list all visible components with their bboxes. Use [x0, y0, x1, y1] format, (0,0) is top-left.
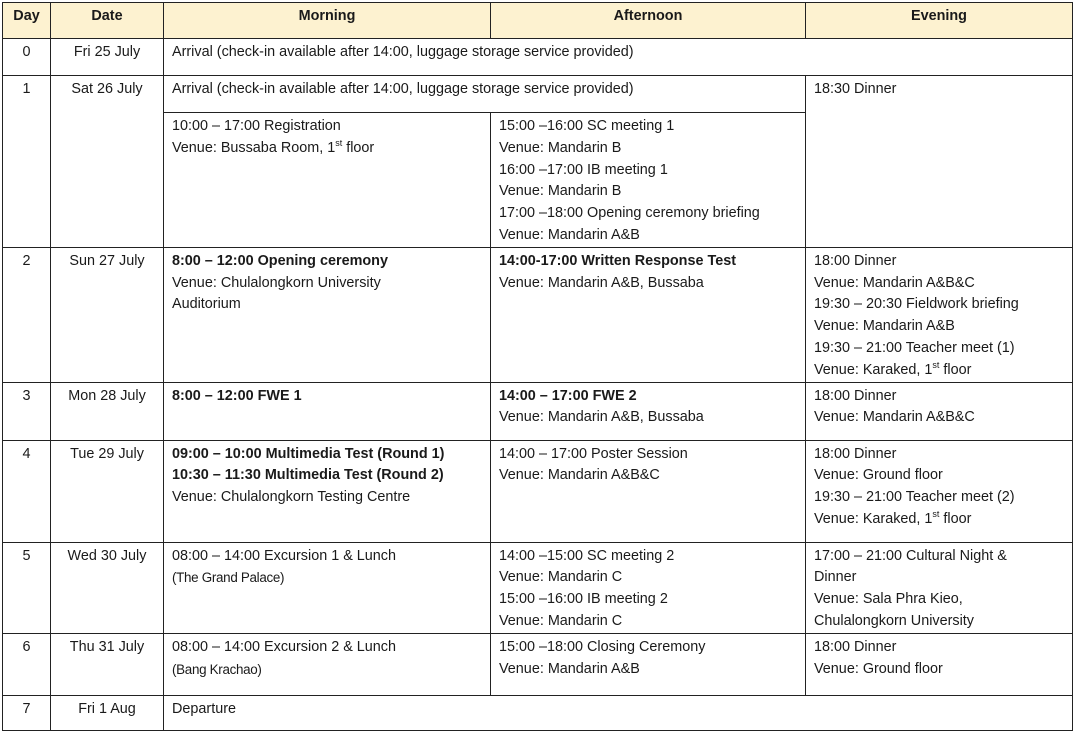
evening-cell: 18:30 Dinner: [806, 76, 1073, 248]
day-cell: 3: [3, 382, 51, 440]
header-day: Day: [3, 3, 51, 39]
day-cell: 2: [3, 247, 51, 382]
date-cell: Thu 31 July: [51, 633, 164, 695]
table-row: [3, 633, 1073, 695]
table-row: [3, 440, 1073, 542]
day-cell: 1: [3, 76, 51, 248]
afternoon-cell: 15:00 –18:00 Closing Ceremony Venue: Mandarin A&B: [491, 633, 806, 695]
schedule-table: [2, 2, 1073, 731]
table-row: [3, 542, 1073, 633]
morning-cell: 08:00 – 14:00 Excursion 2 & Lunch (Bang Krachao): [164, 633, 491, 695]
arrival-cell: Arrival (check-in available after 14:00, luggage storage service provided): [164, 76, 806, 113]
arrival-cell: Arrival (check-in available after 14:00, luggage storage service provided): [164, 39, 1073, 76]
afternoon-cell: 15:00 –16:00 SC meeting 1 Venue: Mandarin B 16:00 –17:00 IB meeting 1 Venue: Mandarin B 17:00 –18:00 Opening ceremony briefing Venue: Mandarin A&B: [491, 113, 806, 248]
header-row: [3, 3, 1073, 39]
evening-cell: 18:00 Dinner Venue: Mandarin A&B&C: [806, 382, 1073, 440]
table-row: [3, 39, 1073, 76]
morning-cell: 8:00 – 12:00 Opening ceremony Venue: Chulalongkorn University Auditorium: [164, 247, 491, 382]
day-cell: 7: [3, 695, 51, 730]
day-cell: 6: [3, 633, 51, 695]
table-row: [3, 76, 1073, 113]
morning-cell: 08:00 – 14:00 Excursion 1 & Lunch (The Grand Palace): [164, 542, 491, 633]
day-cell: 4: [3, 440, 51, 542]
day-cell: 0: [3, 39, 51, 76]
table-row: [3, 695, 1073, 730]
afternoon-cell: 14:00 –15:00 SC meeting 2 Venue: Mandarin C 15:00 –16:00 IB meeting 2 Venue: Mandarin C: [491, 542, 806, 633]
evening-cell: 18:00 Dinner Venue: Ground floor 19:30 – 21:00 Teacher meet (2) Venue: Karaked, 1st floor: [806, 440, 1073, 542]
date-cell: Wed 30 July: [51, 542, 164, 633]
evening-cell: 17:00 – 21:00 Cultural Night & Dinner Venue: Sala Phra Kieo, Chulalongkorn University: [806, 542, 1073, 633]
afternoon-cell: 14:00-17:00 Written Response Test Venue: Mandarin A&B, Bussaba: [491, 247, 806, 382]
date-cell: Tue 29 July: [51, 440, 164, 542]
date-cell: Sat 26 July: [51, 76, 164, 248]
header-evening: Evening: [806, 3, 1073, 39]
date-cell: Mon 28 July: [51, 382, 164, 440]
morning-cell: 10:00 – 17:00 Registration Venue: Bussaba Room, 1st floor: [164, 113, 491, 248]
departure-cell: Departure: [164, 695, 1073, 730]
day-cell: 5: [3, 542, 51, 633]
date-cell: Fri 1 Aug: [51, 695, 164, 730]
header-morning: Morning: [164, 3, 491, 39]
afternoon-cell: 14:00 – 17:00 FWE 2 Venue: Mandarin A&B, Bussaba: [491, 382, 806, 440]
header-afternoon: Afternoon: [491, 3, 806, 39]
date-cell: Sun 27 July: [51, 247, 164, 382]
date-cell: Fri 25 July: [51, 39, 164, 76]
table-row: [3, 247, 1073, 382]
evening-cell: 18:00 Dinner Venue: Mandarin A&B&C 19:30 – 20:30 Fieldwork briefing Venue: Mandarin A&B 19:30 – 21:00 Teacher meet (1) Venue: Karaked, 1st floor: [806, 247, 1073, 382]
afternoon-cell: 14:00 – 17:00 Poster Session Venue: Mandarin A&B&C: [491, 440, 806, 542]
evening-cell: 18:00 Dinner Venue: Ground floor: [806, 633, 1073, 695]
morning-cell: 09:00 – 10:00 Multimedia Test (Round 1) 10:30 – 11:30 Multimedia Test (Round 2) Venue: Chulalongkorn Testing Centre: [164, 440, 491, 542]
header-date: Date: [51, 3, 164, 39]
table-row: [3, 382, 1073, 440]
morning-cell: 8:00 – 12:00 FWE 1: [164, 382, 491, 440]
